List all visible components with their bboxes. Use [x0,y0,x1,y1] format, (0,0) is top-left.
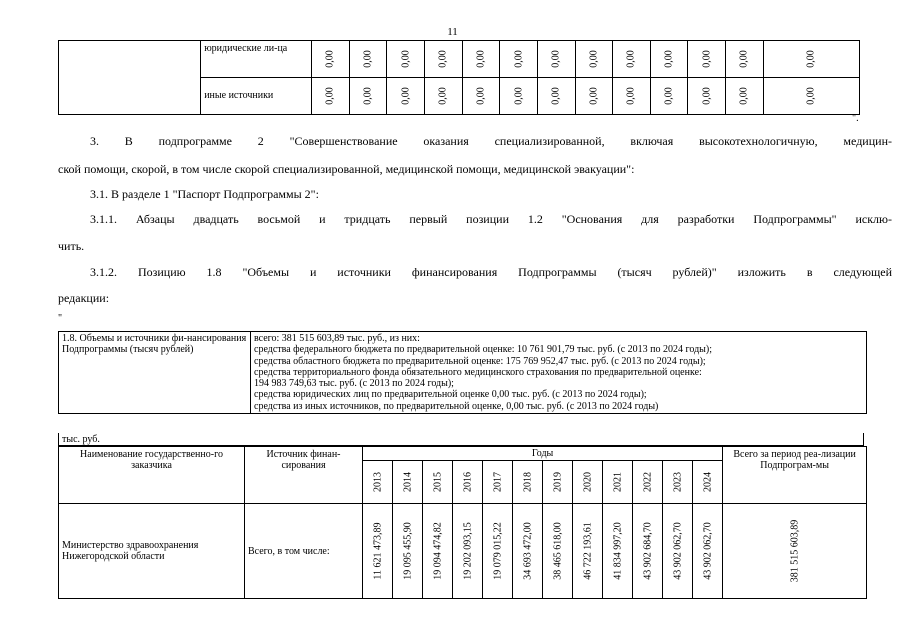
value-cell [663,504,693,599]
unit-label: тыс. руб. [58,433,864,446]
funding-line: средства из иных источников, по предварительной оценке, 0,00 тыс. руб. (с 2013 по 2024 годы) [254,400,659,412]
funding-line: средства территориального фонда обязательного медицинского страхования по предварительной оценке: [254,366,702,378]
customer-name: Министерство здравоохранения Нижегородской области [59,504,245,599]
cell-value: 0,00 [663,87,675,105]
cell-value: 0,00 [475,87,487,105]
page-number: 11 [447,26,458,38]
value-cell [500,41,538,78]
value-cell [462,78,500,115]
value-cell [424,78,462,115]
value-cell [726,41,764,78]
year-cell [603,461,633,504]
cell-value: 0,00 [588,50,600,68]
paragraph-3-1-1-line-2: чить. [58,239,85,253]
cell-value: 0,00 [437,87,449,105]
cell-value: 19 079 015,22 [492,522,503,580]
cell-value: 0,00 [513,87,525,105]
cell-value: 0,00 [400,50,412,68]
funding-line: 194 983 749,63 тыс. руб. (с 2013 по 2024 годы); [254,378,454,390]
cell-value: 0,00 [400,87,412,105]
financing-table [58,446,867,599]
value-cell [537,41,575,78]
position-label: 1.8. Объемы и источники фи-нансирования Подпрограммы (тысяч рублей) [59,332,251,414]
year-cell [663,461,693,504]
value-cell [453,504,483,599]
cell-value: 46 722 193,61 [582,522,593,580]
year-cell [633,461,663,504]
row-label: юридические ли-ца [201,41,312,78]
cell-value: 0,00 [701,87,713,105]
cell-value: 0,00 [475,50,487,68]
value-cell [633,504,663,599]
funding-line: всего: 381 515 603,89 тыс. руб., из них: [254,333,420,344]
funding-line: средства областного бюджета по предварительной оценке: 175 769 952,47 тыс. руб. (с 2013 по 2024 годы); [254,355,706,367]
value-cell [603,504,633,599]
year-label: 2024 [702,472,714,492]
table-row [59,504,867,599]
year-cell [363,461,393,504]
cell-value: 381 515 603,89 [789,519,801,583]
paragraph-3-1-1-line-1: 3.1.1. Абзацы двадцать восьмой и тридцать первый позиции 1.2 "Основания для разработки Подпрограммы" исклю- [90,212,892,226]
total-cell [763,78,859,115]
position-content [251,332,867,414]
year-cell [543,461,573,504]
cell-value: 0,00 [362,87,374,105]
value-cell [483,504,513,599]
cell-value: 43 902 684,70 [642,522,653,580]
value-cell [312,41,350,78]
value-cell [575,41,613,78]
cell-value: 0,00 [324,50,336,68]
value-cell [349,41,387,78]
cell-value: 0,00 [663,50,675,68]
cell-value: 19 202 093,15 [462,522,473,580]
year-label: 2018 [522,472,533,492]
value-cell [688,78,726,115]
value-cell [543,504,573,599]
value-cell [423,504,453,599]
value-cell [424,41,462,78]
closing-quote: ". [852,113,859,124]
cell-value: 0,00 [625,50,637,68]
year-label: 2017 [492,472,503,492]
year-label: 2023 [672,472,683,492]
value-cell [312,78,350,115]
value-cell [688,41,726,78]
funding-line: средства юридических лиц по предварительной оценке 0,00 тыс. руб. (с 2013 по 2024 годы); [254,389,647,401]
funding-line: средства федерального бюджета по предварительной оценке: 10 761 901,79 тыс. руб. (с 2013 по 2024 годы); [254,344,713,356]
table-row [59,41,860,78]
value-cell [393,504,423,599]
value-cell [613,41,651,78]
value-cell [726,78,764,115]
year-label: 2015 [432,472,443,492]
cell-value: 0,00 [513,50,525,68]
year-cell [513,461,543,504]
empty-cell [59,41,201,115]
header-total: Всего за период реа-лизации Подпрограм-мы [723,447,867,504]
cell-value: 0,00 [625,87,637,105]
year-cell [483,461,513,504]
cell-value: 19 095 455,90 [402,522,413,580]
value-cell [513,504,543,599]
cell-value: 19 094 474,82 [432,522,443,580]
total-cell [763,41,859,78]
cell-value: 0,00 [805,50,817,68]
year-label: 2022 [642,472,653,492]
cell-value: 0,00 [362,50,374,68]
funding-continuation-table [58,40,860,115]
cell-value: 0,00 [738,87,750,105]
paragraph-3-1: 3.1. В разделе 1 "Паспорт Подпрограммы 2": [90,187,319,201]
value-cell [650,78,688,115]
value-cell [537,78,575,115]
year-cell [573,461,603,504]
header-source: Источник финан-сирования [245,447,363,504]
opening-quote: " [58,313,63,324]
cell-value: 41 834 997,20 [612,522,623,580]
paragraph-3-1-2-line-2: редакции: [58,291,110,305]
cell-value: 0,00 [324,87,336,105]
value-cell [387,41,425,78]
year-label: 2021 [612,472,623,492]
header-years: Годы [363,447,723,461]
cell-value: 43 902 062,70 [702,522,714,580]
year-cell [423,461,453,504]
table-row [59,332,867,414]
cell-value: 0,00 [550,87,562,105]
value-cell [500,78,538,115]
year-label: 2019 [552,472,563,492]
header-customer: Наименование государственно-го заказчика [59,447,245,504]
total-cell [723,504,867,599]
row-label: иные источники [201,78,312,115]
cell-value: 34 693 472,00 [522,522,533,580]
paragraph-3-1-2-line-1: 3.1.2. Позицию 1.8 "Объемы и источники финансирования Подпрограммы (тысяч рублей)" изложить в следующей [90,265,892,279]
cell-value: 0,00 [437,50,449,68]
value-cell [693,504,723,599]
year-label: 2016 [462,472,473,492]
year-cell [693,461,723,504]
value-cell [363,504,393,599]
value-cell [349,78,387,115]
year-label: 2013 [372,472,383,492]
year-label: 2020 [582,472,593,492]
cell-value: 0,00 [550,50,562,68]
cell-value: 11 621 473,89 [372,522,383,580]
cell-value: 43 902 062,70 [672,522,683,580]
cell-value: 0,00 [588,87,600,105]
paragraph-3-line-2: ской помощи, скорой, в том числе скорой специализированной, медицинской помощи, медицинской эвакуации": [58,162,635,176]
value-cell [650,41,688,78]
year-cell [393,461,423,504]
paragraph-3-line-1: 3. В подпрограмме 2 "Совершенствование оказания специализированной, включая высокотехнологичную, медицин- [90,134,892,148]
header-row [59,447,867,461]
year-cell [453,461,483,504]
source-name: Всего, в том числе: [245,504,363,599]
passport-position-table [58,331,867,414]
cell-value: 0,00 [701,50,713,68]
cell-value: 38 465 618,00 [552,522,563,580]
value-cell [573,504,603,599]
value-cell [613,78,651,115]
cell-value: 0,00 [738,50,750,68]
value-cell [387,78,425,115]
value-cell [462,41,500,78]
year-label: 2014 [402,472,413,492]
value-cell [575,78,613,115]
cell-value: 0,00 [805,87,817,105]
